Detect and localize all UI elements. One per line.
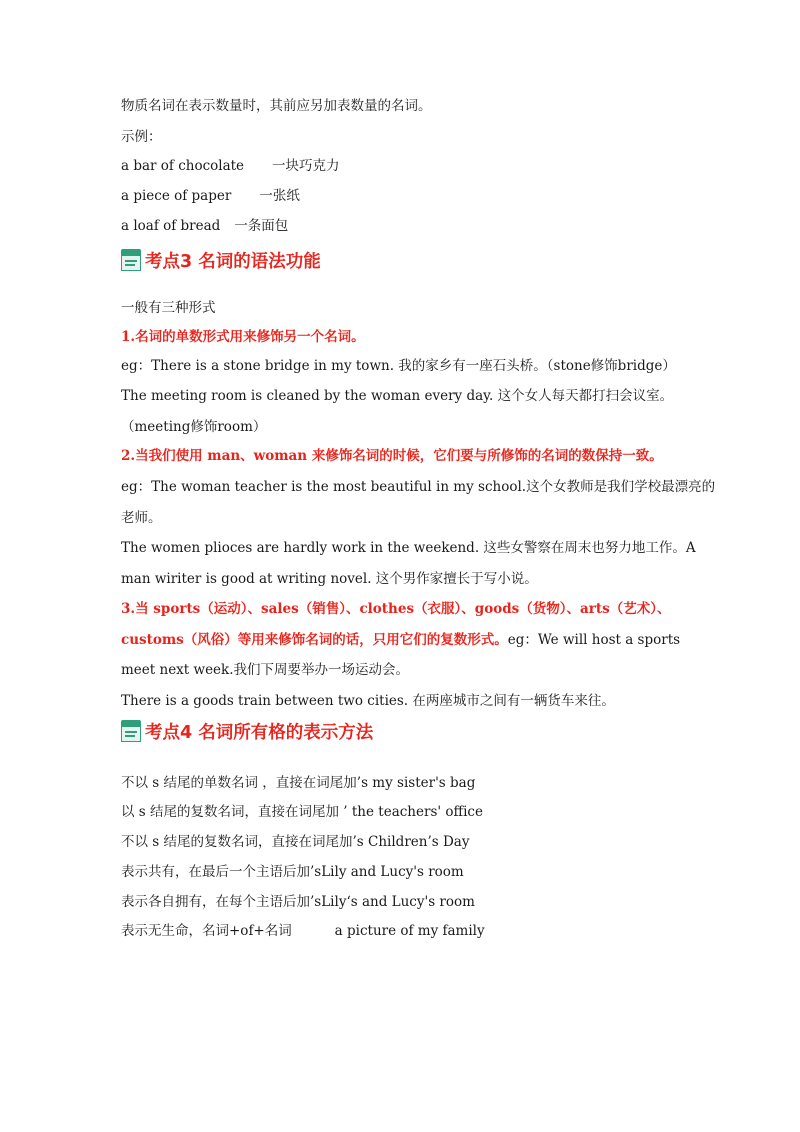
example-text: There is a goods train between two cities. 在两座城市之间有一辆货车来往。 <box>121 693 615 709</box>
rule-heading: 2.当我们使用 man、woman 来修饰名词的时候，它们要与所修饰的名词的数保持一致。 <box>121 448 663 464</box>
possessive-row: 不以 s 结尾的复数名词，直接在词尾加’s Children’s Day <box>121 834 470 850</box>
section-title: 考点3 名词的语法功能 <box>145 251 321 272</box>
possessive-row: 表示各自拥有，在每个主语后加’sLily‘s and Lucy's room <box>121 894 475 910</box>
example-row <box>121 187 300 205</box>
example-text: The women plioces are hardly work in the weekend. 这些女警察在周末也努力地工作。A <box>121 540 696 556</box>
rule-heading: 3.当 sports（运动）、sales（销售）、clothes（衣服）、goods（货物）、arts（艺术）、 <box>121 601 671 617</box>
notebook-icon <box>121 249 141 271</box>
example-zh: 一条面包 <box>234 218 289 234</box>
example-zh: 一块巧克力 <box>272 158 340 174</box>
example-en: a bar of chocolate <box>121 158 245 174</box>
example-en: a piece of paper <box>121 188 232 204</box>
example-text: The meeting room is cleaned by the woman every day. 这个女人每天都打扫会议室。 <box>121 388 674 404</box>
possessive-row: 以 s 结尾的复数名词，直接在词尾加 ’ the teachers' office <box>121 804 483 820</box>
possessive-row: 表示共有，在最后一个主语后加’sLily and Lucy's room <box>121 864 464 880</box>
section-lead: 一般有三种形式 <box>121 300 216 316</box>
possessive-row: 不以 s 结尾的单数名词 ，直接在词尾加’s my sister's bag <box>121 775 476 791</box>
example-text: meet next week.我们下周要举办一场运动会。 <box>121 662 410 678</box>
example-text: eg：The woman teacher is the most beautiful in my school.这个女教师是我们学校最漂亮的 <box>121 479 716 495</box>
possessive-row: 表示无生命，名词+of+名词 a picture of my family <box>121 923 485 939</box>
example-text: （meeting修饰room） <box>121 419 267 435</box>
section-title: 考点4 名词所有格的表示方法 <box>145 722 374 743</box>
example-text: 老师。 <box>121 510 162 526</box>
notebook-icon <box>121 720 141 742</box>
example-row <box>121 157 340 175</box>
intro-example-label: 示例： <box>121 129 162 145</box>
section-heading-3 <box>121 247 321 273</box>
intro-line: 物质名词在表示数量时，其前应另加表数量的名词。 <box>121 98 432 114</box>
rule-heading: 1.名词的单数形式用来修饰另一个名词。 <box>121 329 365 345</box>
example-text: eg：There is a stone bridge in my town. 我的家乡有一座石头桥。（stone修饰bridge） <box>121 358 676 374</box>
example-row <box>121 217 288 235</box>
example-zh: 一张纸 <box>259 188 300 204</box>
rule-text: customs（风俗）等用来修饰名词的话，只用它们的复数形式。 <box>121 632 508 648</box>
example-en: a loaf of bread <box>121 218 221 234</box>
section-heading-4 <box>121 718 373 744</box>
example-text: man wiriter is good at writing novel. 这个男作家擅长于写小说。 <box>121 571 538 587</box>
rule-heading-continued <box>121 631 680 649</box>
example-text: eg：We will host a sports <box>507 632 681 648</box>
